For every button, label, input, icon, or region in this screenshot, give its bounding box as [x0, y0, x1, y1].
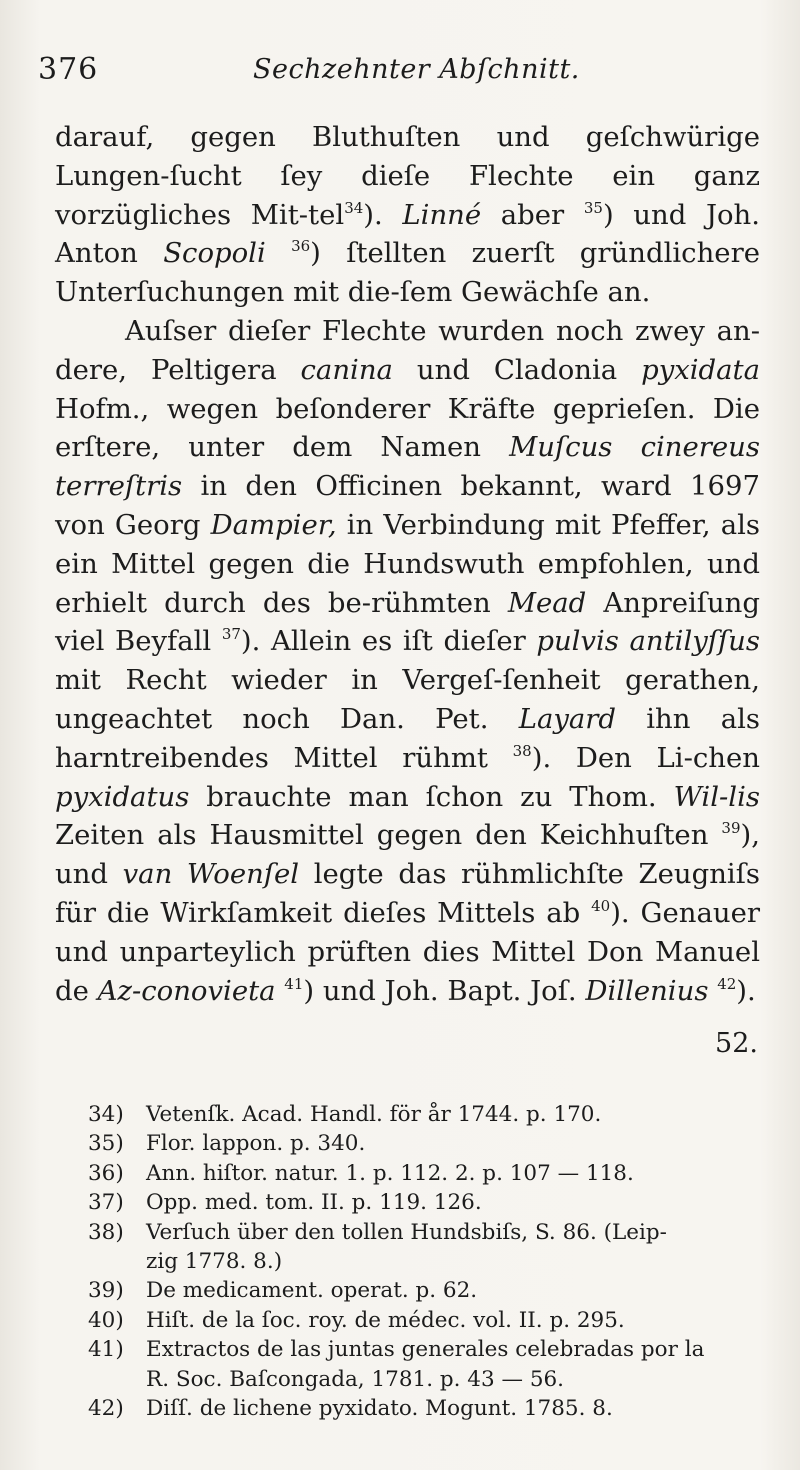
- footnote: [88, 1335, 768, 1364]
- footnote-number: 35): [88, 1131, 124, 1157]
- footnote-continuation: R. Soc. Baſcongada, 1781. p. 43 — 56.: [146, 1366, 565, 1392]
- running-head: [38, 52, 758, 102]
- text-run: ) ſtellten zuerſt gründlichere Unterſuchungen mit die-ſem Gewächſe an.: [55, 237, 760, 309]
- footnotes: [88, 1100, 768, 1423]
- footnote-text: Verſuch über den tollen Hundsbiſs, S. 86. (Leip-: [146, 1219, 667, 1245]
- italic-name: Muſcus cinereus terreſtris: [55, 431, 760, 503]
- footnote-number: 41): [88, 1337, 124, 1363]
- footnote-ref-37: 37: [221, 625, 241, 644]
- footnote-ref-36: 36: [291, 237, 311, 256]
- italic-name: Scopoli: [163, 237, 266, 270]
- text-run: [266, 237, 291, 269]
- footnote-number: 39): [88, 1278, 124, 1304]
- footnote-ref-38: 38: [512, 741, 532, 760]
- text-run: in den Officinen bekannt, ward 1697 von Georg: [55, 470, 760, 541]
- text-run: ) und Joh. Bapt. Joſ.: [303, 974, 586, 1007]
- footnote-number: 40): [88, 1307, 124, 1333]
- text-run: legte das rühmlichſte Zeugniſs für die Wirkſamkeit dieſes Mittels ab: [55, 858, 760, 929]
- footnote: [88, 1159, 768, 1188]
- italic-name: Dillenius: [585, 974, 709, 1007]
- footnote-text: De medicament. operat. p. 62.: [146, 1278, 478, 1304]
- text-run: in Verbindung mit Pfeffer, als ein Mittel gegen die Hundswuth empfohlen, und erhielt durch des be-rühmten: [55, 508, 760, 619]
- footnote-text: Ann. hiſtor. natur. 1. p. 112. 2. p. 107 — 118.: [146, 1160, 634, 1186]
- text-run: darauf, gegen Bluthuſten und geſchwürige Lungen-ſucht ſey dieſe Flechte ein ganz vorzügliches Mit-tel: [55, 121, 760, 231]
- text-run: ). Allein es iſt dieſer: [240, 625, 537, 658]
- text-run: ).: [736, 974, 756, 1007]
- footnote-ref-41: 41: [284, 974, 304, 993]
- footnote: [88, 1129, 768, 1158]
- text-run: Zeiten als Hausmittel gegen den Keichhuſten: [55, 819, 722, 852]
- text-run: ). Den Li-chen: [531, 741, 760, 774]
- paragraph-2: [55, 312, 760, 1010]
- italic-name: canina: [300, 353, 393, 386]
- footnote-continuation: zig 1778. 8.): [146, 1249, 283, 1275]
- italic-name: van Woenſel: [122, 858, 300, 891]
- text-run: [708, 975, 717, 1007]
- text-run: Anpreiſung viel Beyfall: [55, 586, 760, 658]
- italic-name: Mead: [507, 586, 587, 619]
- footnote-ref-42: 42: [717, 974, 737, 993]
- footnote: [88, 1218, 768, 1247]
- catchword-signature: 52.: [715, 1028, 758, 1059]
- footnote-number: 37): [88, 1190, 124, 1216]
- footnote-text: Flor. lappon. p. 340.: [146, 1131, 366, 1157]
- italic-name: Dampier,: [210, 508, 337, 541]
- footnote: [88, 1276, 768, 1305]
- page-number: 376: [38, 52, 99, 87]
- footnote-text: Diſſ. de lichene pyxidato. Mogunt. 1785. 8.: [146, 1396, 613, 1422]
- footnote-ref-40: 40: [591, 896, 611, 915]
- footnote: [88, 1100, 768, 1129]
- footnote-text: Opp. med. tom. II. p. 119. 126.: [146, 1190, 482, 1216]
- text-run: aber: [481, 198, 584, 231]
- footnote: [88, 1394, 768, 1423]
- footnote-ref-39: 39: [721, 819, 741, 838]
- text-run: ).: [363, 198, 403, 231]
- text-run: ) und Joh. Anton: [55, 198, 760, 270]
- footnote: [88, 1188, 768, 1217]
- italic-name: Az-conovieta: [97, 974, 276, 1007]
- italic-name: pyxidatus: [55, 780, 190, 813]
- footnote: [88, 1306, 768, 1335]
- footnote-number: 38): [88, 1219, 124, 1245]
- paragraph-1: [55, 118, 760, 312]
- footnote-ref-35: 35: [583, 198, 603, 217]
- text-run: ), und: [55, 819, 760, 891]
- footnote-ref-34: 34: [344, 198, 364, 217]
- italic-name: Linné: [402, 198, 482, 231]
- text-run: und Cladonia: [392, 353, 642, 386]
- body-text: [55, 118, 760, 1010]
- text-run: Hofm., wegen beſonderer Kräfte geprieſen. Die erſtere, unter dem Namen: [55, 392, 760, 464]
- text-run: mit Recht wieder in Vergeſ-ſenheit gerathen, ungeachtet noch Dan. Pet.: [55, 664, 760, 735]
- footnote-number: 42): [88, 1396, 124, 1422]
- italic-name: Wil-lis: [673, 780, 760, 813]
- footnote-text: Extractos de las juntas generales celebradas por la: [146, 1337, 705, 1363]
- footnote-number: 34): [88, 1102, 124, 1127]
- text-run: [276, 975, 285, 1007]
- italic-name: pulvis antilyſſus: [536, 625, 760, 658]
- footnote-text: Hiſt. de la ſoc. roy. de médec. vol. II. p. 295.: [146, 1307, 625, 1333]
- text-run: ). Genauer und unparteylich prüften dies Mittel Don Manuel de: [55, 896, 760, 1007]
- text-run: ihn als harntreibendes Mittel rühmt: [55, 702, 760, 774]
- text-run: brauchte man ſchon zu Thom.: [189, 780, 674, 813]
- running-title: Sechzehnter Abſchnitt.: [253, 54, 580, 85]
- footnote-text: Vetenſk. Acad. Handl. för år 1744. p. 170.: [146, 1102, 602, 1127]
- italic-name: pyxidata: [641, 353, 760, 386]
- italic-name: Layard: [518, 702, 617, 735]
- footnote-number: 36): [88, 1160, 124, 1186]
- text-run: Auſser dieſer Flechte wurden noch zwey an-dere, Peltigera: [55, 314, 760, 386]
